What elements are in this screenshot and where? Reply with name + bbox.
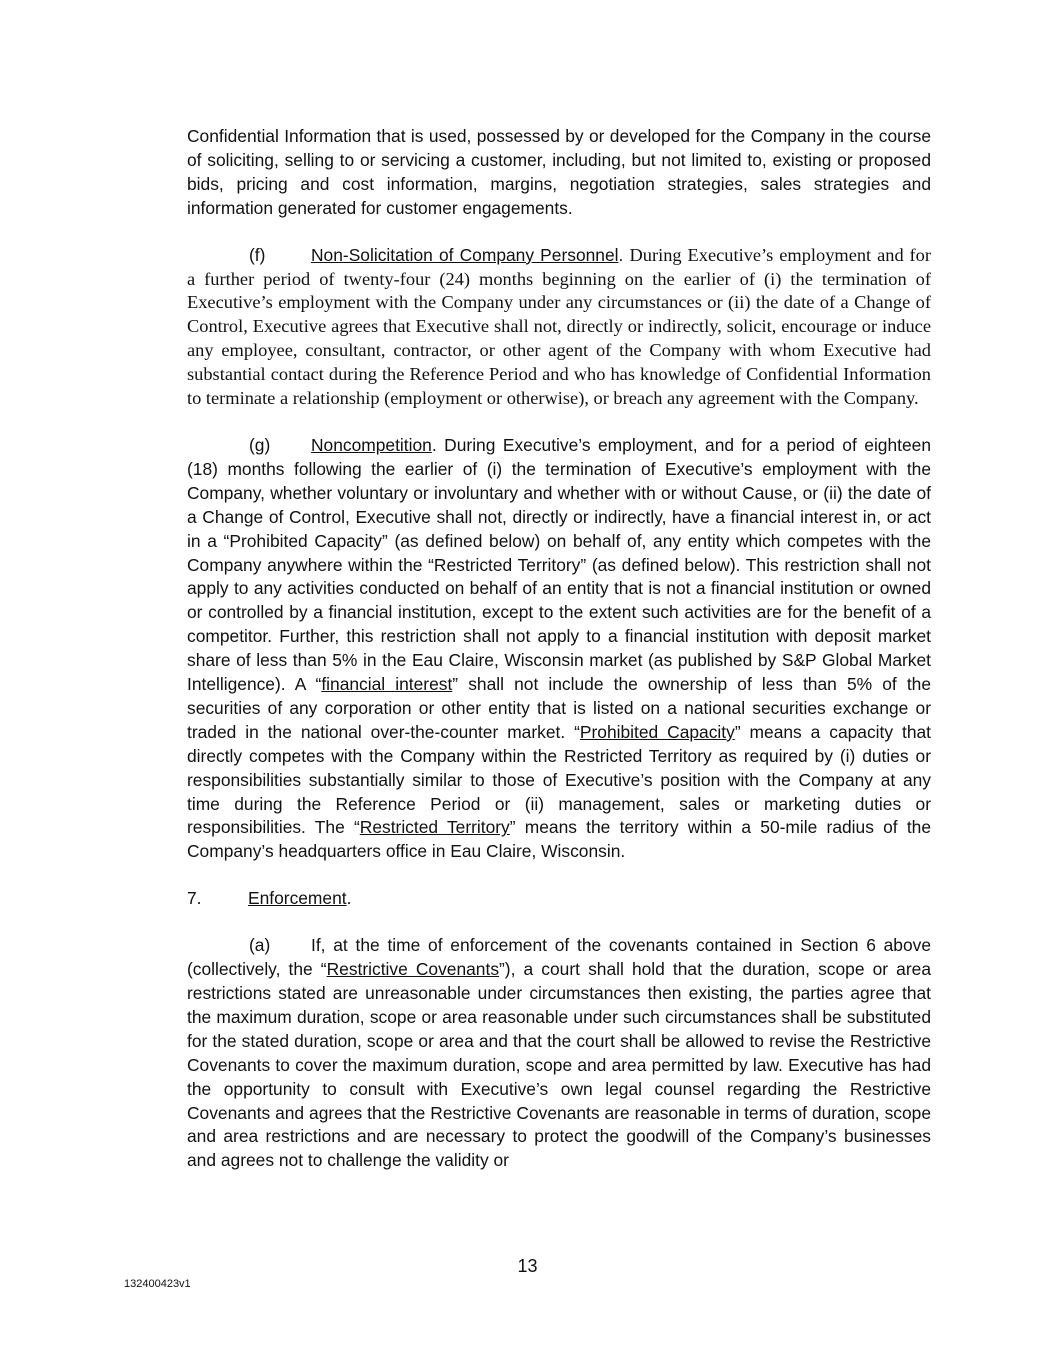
document-id: 132400423v1 — [124, 1278, 191, 1290]
heading-period: . — [618, 244, 630, 265]
section-7-title: Enforcement — [248, 888, 347, 909]
defined-term-restricted-territory: Restricted Territory — [359, 817, 510, 838]
subsection-a-text-2: ”), a court shall hold that the duration, scope or area restrictions stated are unreasonable under circumstances then existing, the parties agree that the maximum duration, scope or area reasonable under such circumstances shall be substituted for the stated duration, scope or area and that the court shall be allowed to revise the Restrictive Covenants to cover the maximum duration, scope and area permitted by law. Executive has had the opportunity to consult with Executive’s own legal counsel regarding the Restrictive Covenants and agrees that the Restrictive Covenants are reasonable in terms of duration, scope and area restrictions and are necessary to protect the goodwill of the Company’s businesses and agrees not to challenge the validity or — [187, 959, 931, 1171]
heading-period: . — [346, 888, 352, 909]
section-7-heading — [187, 887, 931, 911]
subsection-f — [187, 244, 931, 411]
defined-term-financial-interest: financial interest — [321, 674, 453, 695]
subsection-a-text-1: If, at the time of enforcement of the covenants contained in Section 6 above (collectively, the “ — [187, 935, 931, 980]
subsection-g-text-4: ” means the territory within a 50-mile radius of the Company’s headquarters office in Eau Claire, Wisconsin. — [187, 817, 931, 862]
subsection-g — [187, 434, 931, 864]
defined-term-prohibited-capacity: Prohibited Capacity — [579, 721, 735, 742]
subsection-g-label: (g) — [249, 434, 271, 455]
subsection-g-text-3: ” means a capacity that directly competes with the Company within the Restricted Territory as required by (i) duties or responsibilities substantially similar to those of Executive’s position with the Company at any time during the Reference Period or (ii) management, sales or marketing duties or responsibilities. The “ — [187, 721, 932, 838]
defined-term-restrictive-covenants: Restrictive Covenants — [326, 959, 500, 980]
section-7-number: 7. — [187, 888, 202, 909]
carryover-paragraph: Confidential Information that is used, possessed by or developed for the Company in the course of soliciting, selling to or servicing a customer, including, but not limited to, existing or proposed bids, pricing and cost information, margins, negotiation strategies, sales strategies and information generated for customer engagements. — [187, 126, 931, 218]
subsection-g-text-1: During Executive’s employment, and for a period of eighteen (18) months following the earlier of (i) the termination of Executive’s employment with the Company, whether voluntary or involuntary and whether with or without Cause, or (ii) the date of a Change of Control, Executive shall not, directly or indirectly, have a financial interest in, or act in a “Prohibited Capacity” (as defined below) on behalf of, any entity which competes with the Company anywhere within the “Restricted Territory” (as defined below). This restriction shall not apply to any activities conducted on behalf of an entity that is not a financial institution or owned or controlled by a financial institution, except to the extent such activities are for the benefit of a competitor. Further, this restriction shall not apply to a financial institution with deposit market share of less than 5% in the Eau Claire, Wisconsin market (as published by S&P Global Market Intelligence). A “ — [187, 434, 931, 695]
subsection-a — [187, 934, 931, 1173]
subsection-g-text-2: ” shall not include the ownership of less than 5% of the securities of any corporation or other entity that is listed on a national securities exchange or traded in the national over-the-counter market. “ — [187, 674, 932, 742]
document-body — [187, 125, 931, 1173]
subsection-f-label: (f) — [249, 244, 266, 265]
subsection-f-text: During Executive’s employment and for a further period of twenty-four (24) months beginning on the earlier of (i) the termination of Executive’s employment with the Company under any circumstances or (ii) the date of a Change of Control, Executive agrees that Executive shall not, directly or indirectly, solicit, encourage or induce any employee, consultant, contractor, or other agent of the Company with whom Executive had substantial contact during the Reference Period and who has knowledge of Confidential Information to terminate a relationship (employment or otherwise), or breach any agreement with the Company. — [187, 244, 932, 409]
subsection-a-label: (a) — [249, 935, 271, 956]
page-number: 13 — [517, 1256, 538, 1276]
heading-period: . — [431, 434, 445, 455]
subsection-f-heading: Non-Solicitation of Company Personnel — [311, 244, 619, 265]
subsection-g-heading: Noncompetition — [311, 434, 432, 455]
